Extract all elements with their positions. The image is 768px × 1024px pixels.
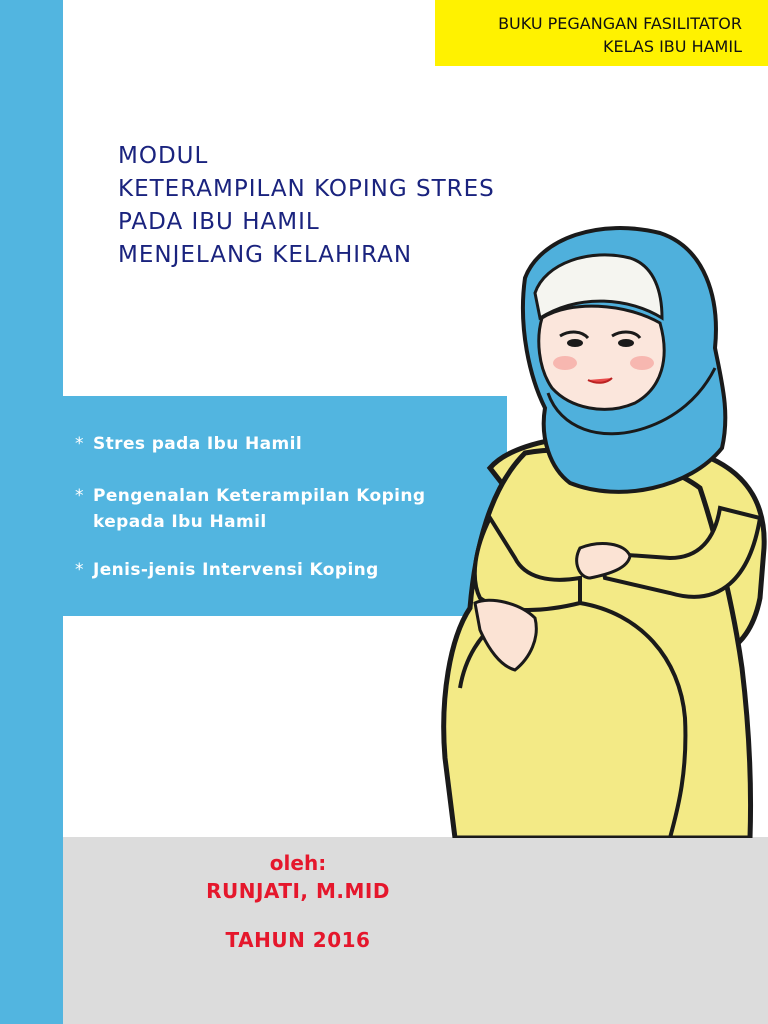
topic-item-2 [75,486,425,506]
topic-item-2-text: Pengenalan Keterampilan Koping [93,486,426,506]
left-blue-bar [0,0,63,1024]
topic-item-1-text: Stres pada Ibu Hamil [93,434,303,454]
year-label: TAHUN 2016 [225,928,371,952]
title-line-1: MODUL [118,143,209,169]
title-line-3: PADA IBU HAMIL [118,209,320,235]
topic-item-1 [75,434,302,454]
badge-line-2: KELAS IBU HAMIL [603,37,742,56]
bullet-star-icon: * [75,560,84,580]
bullet-star-icon: * [75,486,84,506]
pregnant-woman-illustration [430,218,768,838]
badge-line-1: BUKU PEGANGAN FASILITATOR [498,14,742,33]
bullet-star-icon: * [75,434,84,454]
author-block [63,850,533,952]
title-line-4: MENJELANG KELAHIRAN [118,242,413,268]
topic-item-3 [75,560,379,580]
author-name: RUNJATI, M.MID [206,879,390,903]
facilitator-badge [435,0,768,66]
title-line-2: KETERAMPILAN KOPING STRES [118,176,495,202]
topic-item-3-text: Jenis-jenis Intervensi Koping [93,560,379,580]
by-label: oleh: [269,851,327,875]
topic-item-2-continued: kepada Ibu Hamil [93,512,267,532]
